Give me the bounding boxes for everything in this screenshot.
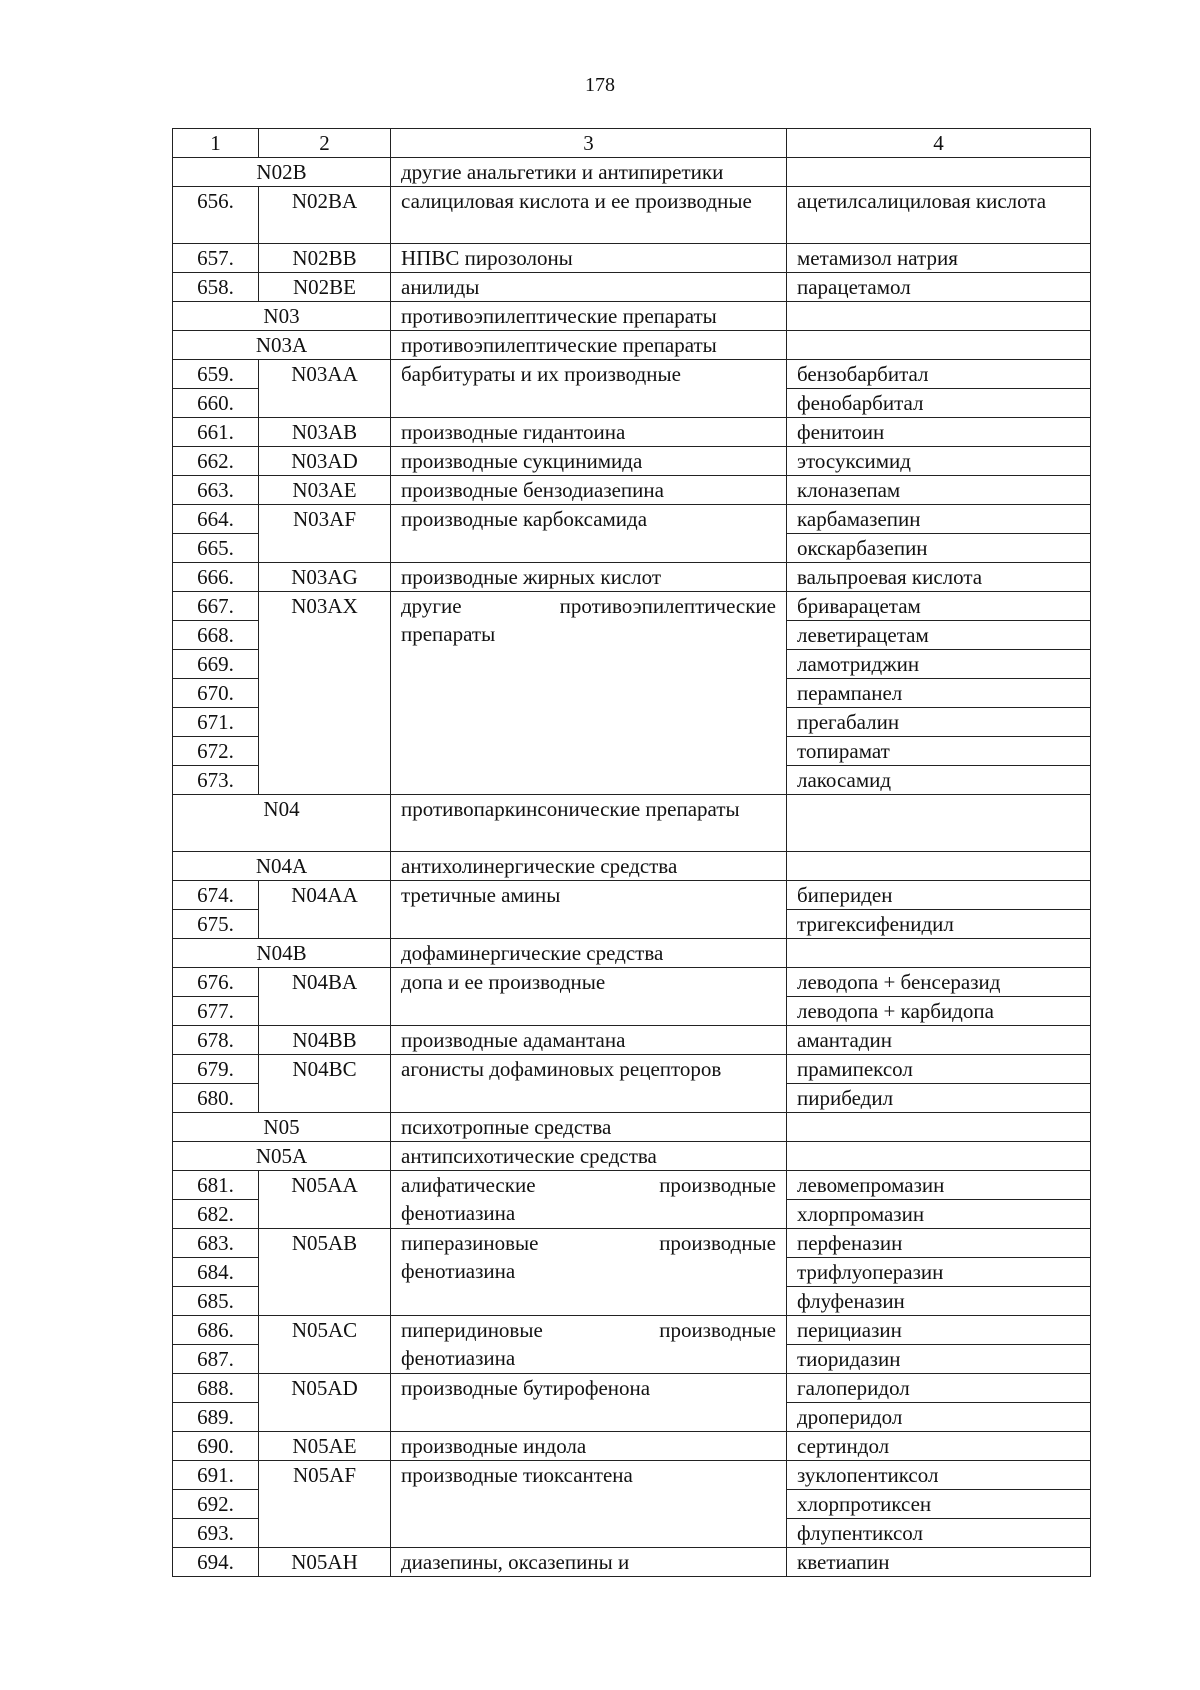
table-row: [173, 360, 1091, 389]
drug-name: амантадин: [787, 1026, 1091, 1055]
group-code: N02B: [173, 158, 391, 187]
row-number: 665.: [173, 534, 259, 563]
row-number: 656.: [173, 187, 259, 244]
table-row: [173, 244, 1091, 273]
atc-code: N03AG: [259, 563, 391, 592]
row-number: 679.: [173, 1055, 259, 1084]
table-row: [173, 1229, 1091, 1258]
drug-name: перампанел: [787, 679, 1091, 708]
atc-code: N02BA: [259, 187, 391, 244]
row-number: 675.: [173, 910, 259, 939]
group-row: [173, 158, 1091, 187]
class-description: допа и ее производные: [391, 968, 787, 1026]
atc-code: N03AD: [259, 447, 391, 476]
group-code: N04A: [173, 852, 391, 881]
drug-name: этосуксимид: [787, 447, 1091, 476]
drug-name: хлорпротиксен: [787, 1490, 1091, 1519]
class-description: производные тиоксантена: [391, 1461, 787, 1548]
drug-name: перициазин: [787, 1316, 1091, 1345]
drug-name: леводопа + бенсеразид: [787, 968, 1091, 997]
class-description: алифатические производные фенотиазина: [391, 1171, 787, 1229]
group-description: противоэпилептические препараты: [391, 302, 787, 331]
table-row: [173, 1026, 1091, 1055]
class-description: производные бензодиазепина: [391, 476, 787, 505]
drug-classification-table: [172, 128, 1091, 1577]
table-row: [173, 1316, 1091, 1345]
class-description: производные сукцинимида: [391, 447, 787, 476]
row-number: 661.: [173, 418, 259, 447]
group-code: N05: [173, 1113, 391, 1142]
row-number: 670.: [173, 679, 259, 708]
class-description: пиперазиновые производные фенотиазина: [391, 1229, 787, 1316]
row-number: 659.: [173, 360, 259, 389]
group-row: [173, 795, 1091, 852]
row-number: 668.: [173, 621, 259, 650]
table-row: [173, 273, 1091, 302]
header-col-1: 1: [173, 129, 259, 158]
atc-code: N02BB: [259, 244, 391, 273]
drug-name: тригексифенидил: [787, 910, 1091, 939]
drug-name: галоперидол: [787, 1374, 1091, 1403]
class-description: агонисты дофаминовых рецепторов: [391, 1055, 787, 1113]
row-number: 693.: [173, 1519, 259, 1548]
drug-name: кветиапин: [787, 1548, 1091, 1577]
atc-code: N04AA: [259, 881, 391, 939]
row-number: 663.: [173, 476, 259, 505]
table-row: [173, 476, 1091, 505]
class-description: производные адамантана: [391, 1026, 787, 1055]
row-number: 674.: [173, 881, 259, 910]
group-code: N03: [173, 302, 391, 331]
drug-name: сертиндол: [787, 1432, 1091, 1461]
group-code: N04: [173, 795, 391, 852]
class-description: пиперидиновые производные фенотиазина: [391, 1316, 787, 1374]
table-row: [173, 592, 1091, 621]
class-description: салициловая кислота и ее производные: [391, 187, 787, 244]
class-description: другие противоэпилептические препараты: [391, 592, 787, 795]
atc-code: N03AE: [259, 476, 391, 505]
table-row: [173, 1461, 1091, 1490]
drug-name: бензобарбитал: [787, 360, 1091, 389]
drug-name: клоназепам: [787, 476, 1091, 505]
drug-name: хлорпромазин: [787, 1200, 1091, 1229]
drug-name: парацетамол: [787, 273, 1091, 302]
table-row: [173, 447, 1091, 476]
atc-code: N05AA: [259, 1171, 391, 1229]
atc-code: N03AB: [259, 418, 391, 447]
atc-code: N03AA: [259, 360, 391, 418]
group-row: [173, 331, 1091, 360]
row-number: 680.: [173, 1084, 259, 1113]
header-col-4: 4: [787, 129, 1091, 158]
drug-name: дроперидол: [787, 1403, 1091, 1432]
row-number: 686.: [173, 1316, 259, 1345]
table-row: [173, 418, 1091, 447]
row-number: 662.: [173, 447, 259, 476]
class-description: НПВС пирозолоны: [391, 244, 787, 273]
row-number: 658.: [173, 273, 259, 302]
group-row: [173, 302, 1091, 331]
drug-name: леводопа + карбидопа: [787, 997, 1091, 1026]
class-description: производные индола: [391, 1432, 787, 1461]
drug-name: фенитоин: [787, 418, 1091, 447]
drug-name: карбамазепин: [787, 505, 1091, 534]
row-number: 690.: [173, 1432, 259, 1461]
class-description: производные карбоксамида: [391, 505, 787, 563]
drug-name: бриварацетам: [787, 592, 1091, 621]
table-row: [173, 1432, 1091, 1461]
table-row: [173, 881, 1091, 910]
row-number: 682.: [173, 1200, 259, 1229]
row-number: 671.: [173, 708, 259, 737]
drug-name: пирибедил: [787, 1084, 1091, 1113]
drug-name: метамизол натрия: [787, 244, 1091, 273]
row-number: 678.: [173, 1026, 259, 1055]
atc-code: N05AC: [259, 1316, 391, 1374]
atc-code: N05AH: [259, 1548, 391, 1577]
table-header-row: [173, 129, 1091, 158]
class-description: анилиды: [391, 273, 787, 302]
group-row: [173, 852, 1091, 881]
group-drug-empty: [787, 331, 1091, 360]
group-description: противоэпилептические препараты: [391, 331, 787, 360]
page-number: 178: [585, 74, 615, 96]
class-description: производные гидантоина: [391, 418, 787, 447]
group-code: N03A: [173, 331, 391, 360]
group-description: антипсихотические средства: [391, 1142, 787, 1171]
atc-code: N04BA: [259, 968, 391, 1026]
drug-name: прегабалин: [787, 708, 1091, 737]
table-row: [173, 505, 1091, 534]
group-drug-empty: [787, 302, 1091, 331]
row-number: 692.: [173, 1490, 259, 1519]
group-row: [173, 939, 1091, 968]
atc-code: N04BC: [259, 1055, 391, 1113]
row-number: 677.: [173, 997, 259, 1026]
group-row: [173, 1113, 1091, 1142]
group-description: противопаркинсонические препараты: [391, 795, 787, 852]
row-number: 694.: [173, 1548, 259, 1577]
table-row: [173, 563, 1091, 592]
drug-name: окскарбазепин: [787, 534, 1091, 563]
group-description: дофаминергические средства: [391, 939, 787, 968]
drug-name: леветирацетам: [787, 621, 1091, 650]
row-number: 666.: [173, 563, 259, 592]
row-number: 683.: [173, 1229, 259, 1258]
row-number: 664.: [173, 505, 259, 534]
drug-name: флупентиксол: [787, 1519, 1091, 1548]
atc-code: N05AE: [259, 1432, 391, 1461]
atc-code: N04BB: [259, 1026, 391, 1055]
drug-name: вальпроевая кислота: [787, 563, 1091, 592]
group-drug-empty: [787, 1113, 1091, 1142]
table-row: [173, 1171, 1091, 1200]
atc-code: N05AF: [259, 1461, 391, 1548]
class-description: производные бутирофенона: [391, 1374, 787, 1432]
drug-name: фенобарбитал: [787, 389, 1091, 418]
row-number: 681.: [173, 1171, 259, 1200]
class-description: производные жирных кислот: [391, 563, 787, 592]
class-description: барбитураты и их производные: [391, 360, 787, 418]
row-number: 689.: [173, 1403, 259, 1432]
drug-name: ацетилсалициловая кислота: [787, 187, 1091, 244]
row-number: 673.: [173, 766, 259, 795]
group-description: антихолинергические средства: [391, 852, 787, 881]
row-number: 667.: [173, 592, 259, 621]
group-drug-empty: [787, 1142, 1091, 1171]
table-row: [173, 187, 1091, 244]
group-description: психотропные средства: [391, 1113, 787, 1142]
table-row: [173, 1055, 1091, 1084]
drug-name: флуфеназин: [787, 1287, 1091, 1316]
row-number: 691.: [173, 1461, 259, 1490]
row-number: 687.: [173, 1345, 259, 1374]
header-col-2: 2: [259, 129, 391, 158]
group-drug-empty: [787, 852, 1091, 881]
atc-code: N03AX: [259, 592, 391, 795]
row-number: 660.: [173, 389, 259, 418]
row-number: 669.: [173, 650, 259, 679]
drug-name: трифлуоперазин: [787, 1258, 1091, 1287]
row-number: 684.: [173, 1258, 259, 1287]
group-drug-empty: [787, 795, 1091, 852]
drug-name: бипериден: [787, 881, 1091, 910]
drug-name: тиоридазин: [787, 1345, 1091, 1374]
row-number: 676.: [173, 968, 259, 997]
group-code: N04B: [173, 939, 391, 968]
atc-code: N02BE: [259, 273, 391, 302]
header-col-3: 3: [391, 129, 787, 158]
drug-name: зуклопентиксол: [787, 1461, 1091, 1490]
row-number: 672.: [173, 737, 259, 766]
row-number: 688.: [173, 1374, 259, 1403]
drug-name: топирамат: [787, 737, 1091, 766]
group-drug-empty: [787, 939, 1091, 968]
atc-code: N05AB: [259, 1229, 391, 1316]
table-row: [173, 968, 1091, 997]
row-number: 657.: [173, 244, 259, 273]
table-row: [173, 1548, 1091, 1577]
drug-name: левомепромазин: [787, 1171, 1091, 1200]
drug-name: прамипексол: [787, 1055, 1091, 1084]
table-row: [173, 1374, 1091, 1403]
class-description: третичные амины: [391, 881, 787, 939]
class-description: диазепины, оксазепины и: [391, 1548, 787, 1577]
group-code: N05A: [173, 1142, 391, 1171]
row-number: 685.: [173, 1287, 259, 1316]
drug-name: лакосамид: [787, 766, 1091, 795]
group-description: другие анальгетики и антипиретики: [391, 158, 787, 187]
atc-code: N05AD: [259, 1374, 391, 1432]
drug-name: ламотриджин: [787, 650, 1091, 679]
drug-name: перфеназин: [787, 1229, 1091, 1258]
group-row: [173, 1142, 1091, 1171]
atc-code: N03AF: [259, 505, 391, 563]
group-drug-empty: [787, 158, 1091, 187]
